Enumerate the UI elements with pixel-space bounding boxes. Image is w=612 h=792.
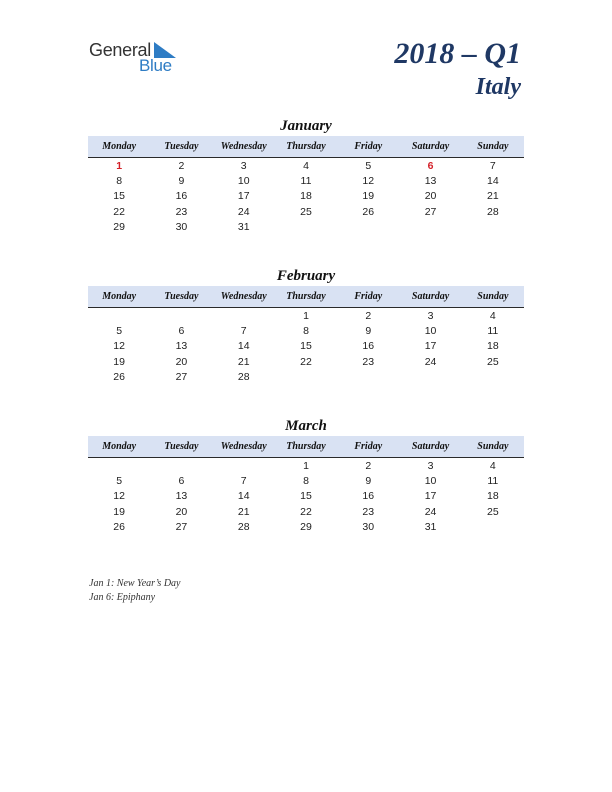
empty-day-cell — [275, 370, 337, 385]
day-cell: 4 — [489, 460, 496, 472]
day-cell: 4 — [489, 310, 496, 322]
empty-day-cell — [337, 220, 399, 235]
week-row — [88, 505, 524, 520]
weekday-header — [88, 136, 524, 158]
month-name: February — [276, 268, 336, 284]
month-january — [88, 116, 524, 235]
week-row — [88, 459, 524, 474]
day-cell: 3 — [427, 310, 434, 322]
day-cell: 22 — [300, 505, 312, 518]
day-cell: 3 — [240, 160, 247, 172]
week-row — [88, 370, 524, 385]
weekday-sunday: Sunday — [477, 141, 509, 152]
weekday-thursday: Thursday — [286, 441, 326, 452]
day-cell: 17 — [237, 190, 250, 203]
day-cell: 12 — [362, 175, 375, 188]
holiday-note: Jan 6: Epiphany — [89, 592, 156, 603]
day-cell: 5 — [365, 160, 372, 172]
day-cell: 7 — [240, 475, 247, 488]
empty-day-cell — [462, 520, 524, 535]
week-row — [88, 189, 524, 204]
day-cell: 13 — [424, 175, 437, 188]
day-cell: 23 — [362, 505, 375, 518]
day-grid — [88, 158, 524, 235]
day-cell: 20 — [175, 355, 188, 368]
weekday-friday: Friday — [354, 291, 383, 302]
day-cell: 24 — [424, 355, 437, 368]
day-cell: 21 — [486, 190, 499, 203]
week-row — [88, 220, 524, 235]
day-cell: 7 — [240, 325, 247, 338]
day-cell: 28 — [237, 520, 250, 533]
empty-day-cell — [88, 459, 150, 474]
weekday-sunday: Sunday — [477, 441, 509, 452]
empty-day-cell — [399, 220, 461, 235]
weekday-tuesday: Tuesday — [164, 291, 199, 302]
day-cell: 11 — [300, 175, 312, 188]
weekday-wednesday: Wednesday — [220, 291, 267, 302]
week-row — [88, 355, 524, 370]
day-cell: 18 — [300, 190, 312, 203]
day-cell: 31 — [237, 220, 250, 233]
day-cell: 10 — [424, 475, 437, 488]
day-cell: 6 — [178, 325, 185, 338]
day-cell: 22 — [300, 355, 312, 368]
weekday-tuesday: Tuesday — [164, 441, 199, 452]
month-name: January — [280, 118, 332, 134]
day-cell: 15 — [300, 340, 312, 353]
day-cell: 17 — [424, 490, 437, 503]
day-grid — [88, 458, 524, 535]
day-cell: 17 — [424, 340, 437, 353]
day-cell: 23 — [175, 205, 188, 218]
empty-day-cell — [462, 370, 524, 385]
holiday-note: Jan 1: New Year’s Day — [89, 578, 181, 589]
weekday-monday: Monday — [102, 441, 137, 452]
day-cell: 14 — [237, 340, 250, 353]
day-cell: 19 — [113, 505, 125, 518]
empty-day-cell — [462, 220, 524, 235]
day-cell: 12 — [113, 340, 125, 353]
empty-day-cell — [150, 309, 212, 324]
weekday-wednesday: Wednesday — [220, 141, 267, 152]
week-row — [88, 205, 524, 220]
day-cell: 8 — [303, 325, 309, 338]
week-row — [88, 520, 524, 535]
holiday-day-cell: 1 — [116, 160, 123, 172]
day-grid — [88, 308, 524, 385]
day-cell: 26 — [113, 520, 125, 533]
day-cell: 5 — [116, 325, 123, 338]
empty-day-cell — [399, 370, 461, 385]
weekday-tuesday: Tuesday — [164, 141, 199, 152]
week-row — [88, 339, 524, 354]
weekday-monday: Monday — [102, 141, 137, 152]
day-cell: 7 — [489, 160, 496, 172]
day-cell: 24 — [237, 205, 250, 218]
day-cell: 1 — [303, 460, 309, 472]
day-cell: 1 — [303, 310, 309, 322]
day-cell: 10 — [424, 325, 437, 338]
day-cell: 21 — [237, 505, 250, 518]
weekday-saturday: Saturday — [411, 441, 450, 452]
weekday-friday: Friday — [354, 441, 383, 452]
day-cell: 16 — [362, 340, 375, 353]
empty-day-cell — [213, 309, 275, 324]
day-cell: 26 — [113, 370, 125, 383]
day-cell: 3 — [427, 460, 434, 472]
day-cell: 22 — [113, 205, 125, 218]
week-row — [88, 159, 524, 174]
day-cell: 23 — [362, 355, 375, 368]
day-cell: 9 — [365, 475, 372, 488]
day-cell: 19 — [113, 355, 125, 368]
day-cell: 25 — [486, 505, 499, 518]
day-cell: 27 — [175, 370, 188, 383]
day-cell: 26 — [362, 205, 375, 218]
holiday-list — [89, 577, 180, 605]
day-cell: 30 — [362, 520, 375, 533]
day-cell: 25 — [486, 355, 499, 368]
day-cell: 20 — [424, 190, 437, 203]
brand-logo — [89, 40, 189, 76]
day-cell: 2 — [178, 160, 185, 172]
day-cell: 16 — [175, 190, 188, 203]
week-row — [88, 324, 524, 339]
day-cell: 14 — [237, 490, 250, 503]
day-cell: 15 — [300, 490, 312, 503]
day-cell: 29 — [300, 520, 312, 533]
day-cell: 11 — [487, 325, 499, 338]
day-cell: 25 — [300, 205, 312, 218]
empty-day-cell — [150, 459, 212, 474]
weekday-header — [88, 286, 524, 308]
empty-day-cell — [88, 309, 150, 324]
day-cell: 5 — [116, 475, 123, 488]
day-cell: 12 — [113, 490, 125, 503]
empty-day-cell — [275, 220, 337, 235]
day-cell: 31 — [424, 520, 437, 533]
country-name: Italy — [475, 74, 521, 100]
day-cell: 28 — [486, 205, 499, 218]
day-cell: 19 — [362, 190, 375, 203]
day-cell: 8 — [303, 475, 309, 488]
week-row — [88, 174, 524, 189]
day-cell: 13 — [175, 490, 188, 503]
day-cell: 18 — [486, 490, 499, 503]
day-cell: 29 — [113, 220, 125, 233]
day-cell: 11 — [487, 475, 499, 488]
weekday-friday: Friday — [354, 141, 383, 152]
weekday-header — [88, 436, 524, 458]
week-row — [88, 489, 524, 504]
quarter-title: 2018 – Q1 — [394, 37, 521, 70]
empty-day-cell — [337, 370, 399, 385]
day-cell: 2 — [365, 460, 372, 472]
holiday-day-cell: 6 — [427, 160, 434, 172]
day-cell: 9 — [178, 175, 185, 188]
weekday-wednesday: Wednesday — [220, 441, 267, 452]
day-cell: 28 — [237, 370, 250, 383]
week-row — [88, 474, 524, 489]
weekday-sunday: Sunday — [477, 291, 509, 302]
day-cell: 4 — [303, 160, 309, 172]
day-cell: 27 — [424, 205, 437, 218]
day-cell: 10 — [237, 175, 250, 188]
week-row — [88, 309, 524, 324]
weekday-saturday: Saturday — [411, 141, 450, 152]
weekday-thursday: Thursday — [286, 141, 326, 152]
day-cell: 27 — [175, 520, 188, 533]
empty-day-cell — [213, 459, 275, 474]
day-cell: 16 — [362, 490, 375, 503]
day-cell: 13 — [175, 340, 188, 353]
day-cell: 14 — [486, 175, 499, 188]
day-cell: 24 — [424, 505, 437, 518]
day-cell: 20 — [175, 505, 188, 518]
day-cell: 6 — [178, 475, 185, 488]
weekday-thursday: Thursday — [286, 291, 326, 302]
logo-text-general: General — [89, 40, 151, 60]
month-name: March — [285, 418, 327, 434]
day-cell: 2 — [365, 310, 372, 322]
day-cell: 18 — [486, 340, 499, 353]
month-february — [88, 266, 524, 385]
logo-text-blue: Blue — [139, 56, 172, 75]
day-cell: 30 — [175, 220, 188, 233]
month-march — [88, 416, 524, 535]
day-cell: 21 — [237, 355, 250, 368]
day-cell: 9 — [365, 325, 372, 338]
weekday-saturday: Saturday — [411, 291, 450, 302]
day-cell: 15 — [113, 190, 125, 203]
weekday-monday: Monday — [102, 291, 137, 302]
day-cell: 8 — [116, 175, 123, 188]
